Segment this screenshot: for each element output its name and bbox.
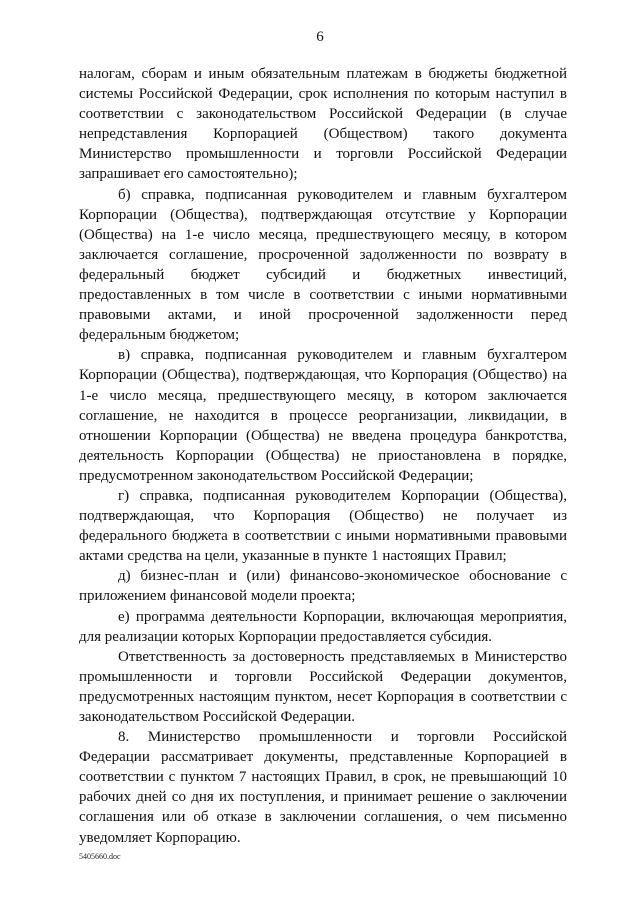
file-reference: 5405660.doc [79,852,121,861]
paragraph-item-b: б) справка, подписанная руководителем и главным бухгалтером Корпорации (Общества), подтверждающая отсутствие у Корпорации (Общества) на 1-е число месяца, предшествующего месяцу, в котором заключается соглашение, просроченной задолженности по возврату в федеральный бюджет субсидий и бюджетных инвестиций, предоставленных в том числе в соответствии с иными нормативными правовыми актами, и иной просроченной задолженности перед федеральным бюджетом; [79,186,567,344]
paragraph-responsibility: Ответственность за достоверность представляемых в Министерство промышленности и торговли Российской Федерации документов, предусмотренных настоящим пунктом, несет Корпорация в соответствии с законодательством Российской Федерации. [79,648,567,725]
paragraph-item-e: е) программа деятельности Корпорации, включающая мероприятия, для реализации которых Корпорации предоставляется субсидия. [79,608,567,645]
paragraph-continuation: налогам, сборам и иным обязательным платежам в бюджеты бюджетной системы Российской Федерации, срок исполнения по которым наступил в соответствии с законодательством Российской Федерации (в случае непредставления Корпорацией (Обществом) такого документа Министерство промышленности и торговли Российской Федерации запрашивает его самостоятельно); [79,66,567,183]
paragraph-item-d: д) бизнес-план и (или) финансово-экономическое обоснование с приложением финансовой модели проекта; [79,568,567,605]
paragraph-item-v: в) справка, подписанная руководителем и главным бухгалтером Корпорации (Общества), подтверждающая, что Корпорация (Общество) на 1-е число месяца, предшествующего месяцу, в котором заключается соглашение, не находится в процессе реорганизации, ликвидации, в отношении Корпорации (Общества) не введена процедура банкротства, деятельность Корпорации (Общества) не приостановлена в порядке, предусмотренном законодательством Российской Федерации; [79,347,567,484]
document-body [79,64,567,848]
page-number: 6 [316,29,324,45]
paragraph-item-g: г) справка, подписанная руководителем Корпорации (Общества), подтверждающая, что Корпорация (Общество) не получает из федерального бюджета в соответствии с иными нормативными правовыми актами средства на цели, указанные в пункте 1 настоящих Правил; [79,487,567,565]
paragraph-clause-8: 8. Министерство промышленности и торговли Российской Федерации рассматривает документы, представленные Корпорацией в соответствии с пунктом 7 настоящих Правил, в срок, не превышающий 10 рабочих дней со дня их поступления, и принимает решение о заключении соглашения или об отказе в заключении соглашения, о чем письменно уведомляет Корпорацию. [79,729,567,846]
